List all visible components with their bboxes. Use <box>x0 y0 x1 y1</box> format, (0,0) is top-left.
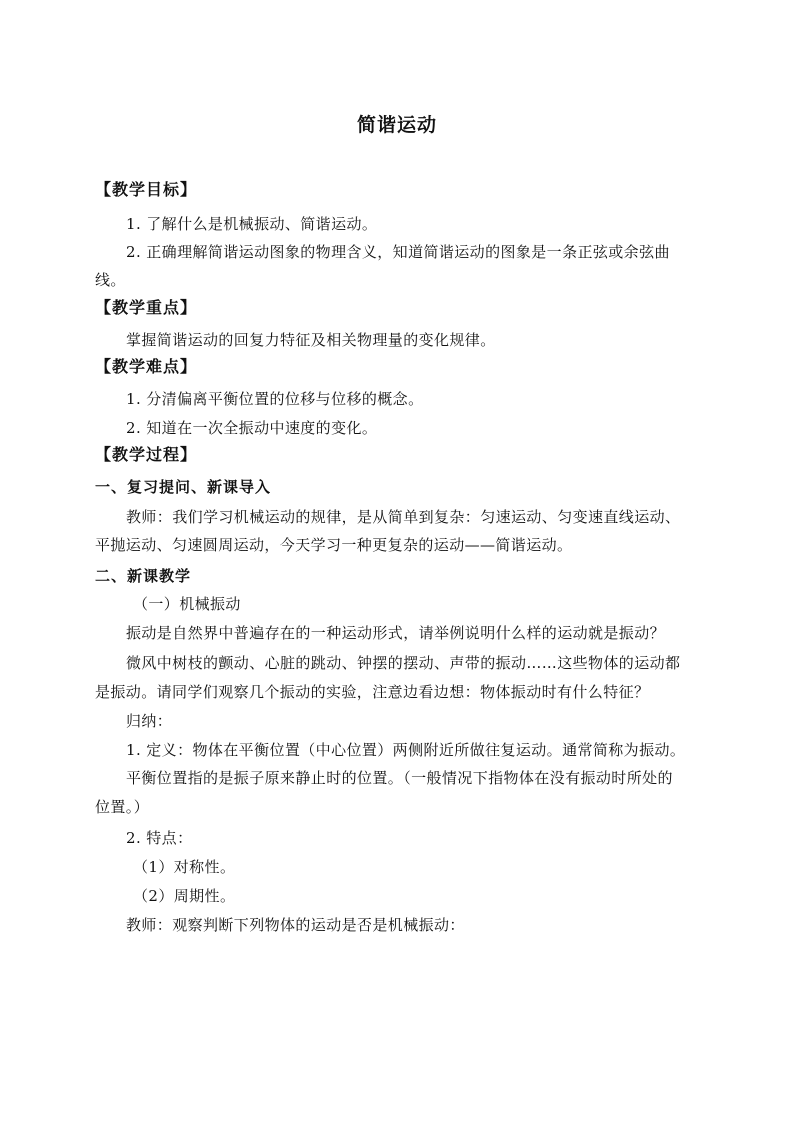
section-1-heading: 一、复习提问、新课导入 <box>95 478 272 496</box>
difficult-points-heading: 【教学难点】 <box>95 357 198 376</box>
difficult-point-2: 2. 知道在一次全振动中速度的变化。 <box>126 419 378 437</box>
paragraph-2-line-2: 是振动。请同学们观察几个振动的实验，注意边看边想：物体振动时有什么特征？ <box>95 683 650 701</box>
goal-item-2-line-1: 2. 正确理解简谐运动图象的物理含义，知道简谐运动的图象是一条正弦或余弦曲 <box>126 243 670 261</box>
goal-item-1: 1. 了解什么是机械振动、简谐运动。 <box>126 215 378 233</box>
balance-position-line-1: 平衡位置指的是振子原来静止时的位置。（一般情况下指物体在没有振动时所处的 <box>126 769 673 787</box>
teacher-prompt: 教师：观察判断下列物体的运动是否是机械振动： <box>126 916 465 934</box>
section-2-heading: 二、新课教学 <box>95 567 192 585</box>
balance-position-line-2: 位置。） <box>95 798 150 816</box>
document-title: 简谐运动 <box>356 114 437 136</box>
summary-label: 归纳： <box>126 712 173 730</box>
feature-1: （1）对称性。 <box>133 858 236 876</box>
paragraph-2-line-1: 微风中树枝的颤动、心脏的跳动、钟摆的摆动、声带的振动……这些物体的运动都 <box>126 654 681 672</box>
definition-line: 1. 定义：物体在平衡位置（中心位置）两侧附近所做往复运动。通常简称为振动。 <box>126 741 686 759</box>
subsection-1-heading: （一）机械振动 <box>133 595 241 613</box>
section-1-paragraph-line-2: 平抛运动、匀速圆周运动，今天学习一种更复杂的运动——简谐运动。 <box>95 536 573 554</box>
goal-item-2-line-2: 线。 <box>95 271 126 289</box>
feature-2: （2）周期性。 <box>133 887 236 905</box>
key-points-heading: 【教学重点】 <box>95 298 198 317</box>
section-1-paragraph-line-1: 教师：我们学习机械运动的规律，是从简单到复杂：匀速运动、匀变速直线运动、 <box>126 508 681 526</box>
paragraph-1: 振动是自然界中普遍存在的一种运动形式，请举例说明什么样的运动就是振动？ <box>126 624 666 642</box>
key-point-1: 掌握简谐运动的回复力特征及相关物理量的变化规律。 <box>126 331 496 349</box>
goals-heading: 【教学目标】 <box>95 180 198 199</box>
process-heading: 【教学过程】 <box>95 445 198 464</box>
features-label: 2. 特点： <box>126 829 193 847</box>
difficult-point-1: 1. 分清偏离平衡位置的位移与位移的概念。 <box>126 390 424 408</box>
